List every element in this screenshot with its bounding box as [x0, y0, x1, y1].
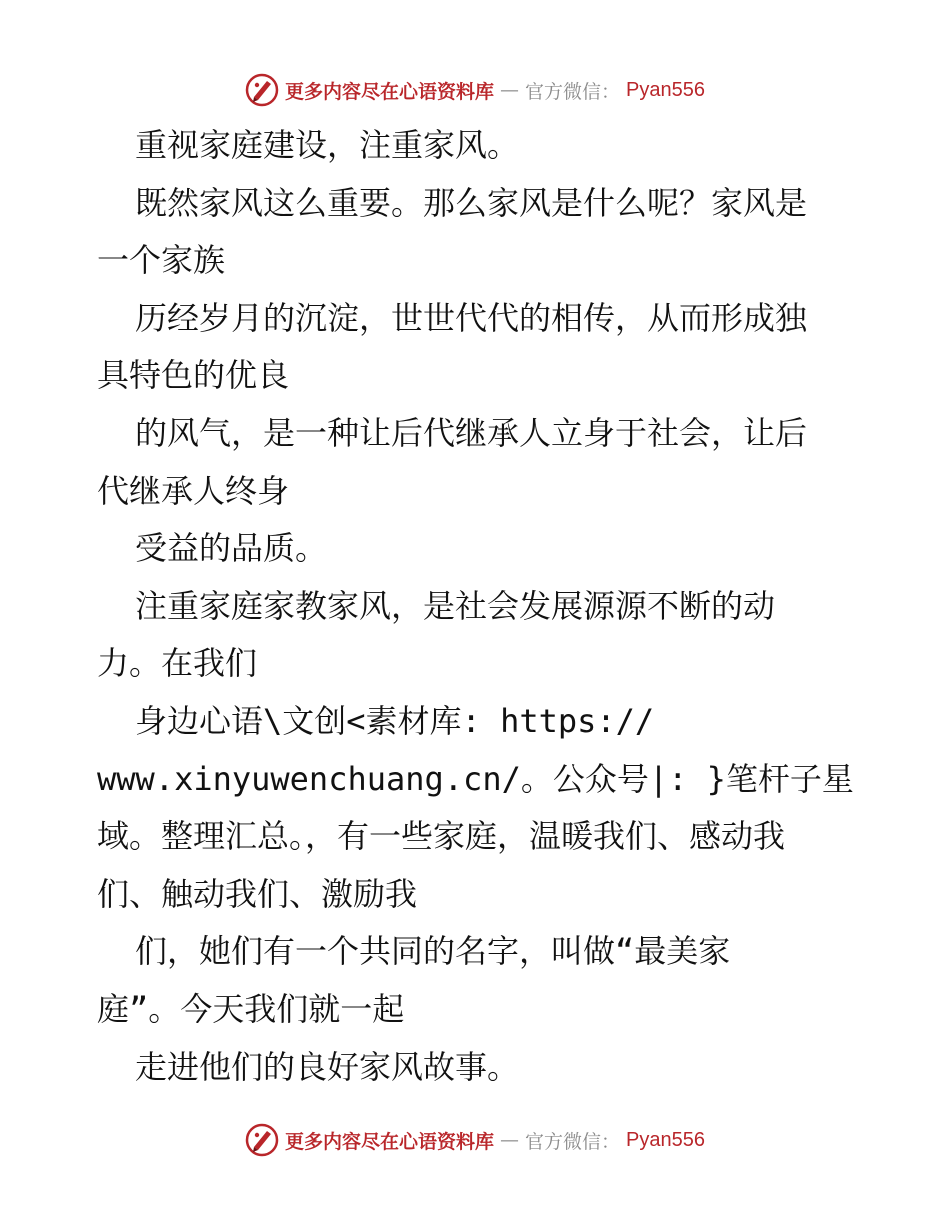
- body-text-line: 一个家族: [97, 241, 226, 280]
- footer-brand-text: 更多内容尽在心语资料库: [285, 1130, 495, 1153]
- body-text-line: 历经岁月的沉淀，世世代代的相传，从而形成独: [135, 298, 808, 337]
- footer-separator: —: [500, 1129, 520, 1151]
- body-text-line: 注重家庭家教家风，是社会发展源源不断的动: [135, 586, 776, 625]
- brand-logo-icon: [245, 73, 279, 107]
- body-text-line: 身边心语\文创<素材库: https://: [135, 701, 655, 740]
- header-banner: [0, 70, 950, 110]
- body-text-line: 受益的品质。: [135, 529, 328, 568]
- body-text-line: 力。在我们: [97, 644, 258, 683]
- footer-banner: [0, 1120, 950, 1160]
- document-body: [97, 117, 857, 1096]
- body-text-line: 的风气，是一种让后代继承人立身于社会，让后: [135, 413, 808, 452]
- body-text-line: 域。整理汇总。，有一些家庭，温暖我们、感动我: [97, 817, 786, 856]
- body-text-line: 代继承人终身: [97, 471, 290, 510]
- header-brand-text: 更多内容尽在心语资料库: [285, 80, 495, 103]
- header-wechat-label: 官方微信：: [525, 80, 621, 103]
- header-wechat-id: Pyan556: [626, 78, 705, 101]
- body-text-line: 们，她们有一个共同的名字，叫做“最美家: [135, 932, 731, 971]
- body-text-line: 既然家风这么重要。那么家风是什么呢？家风是: [135, 183, 808, 222]
- body-text-line: 走进他们的良好家风故事。: [135, 1047, 520, 1086]
- body-text-line: 重视家庭建设，注重家风。: [135, 126, 520, 164]
- footer-wechat-label: 官方微信：: [525, 1130, 621, 1153]
- body-text-line: www.xinyuwenchuang.cn/。公众号|: }笔杆子星: [97, 759, 854, 798]
- brand-logo-icon: [245, 1123, 279, 1157]
- body-text-line: 庭”。今天我们就一起: [97, 989, 405, 1028]
- body-text-line: 们、触动我们、激励我: [97, 874, 418, 913]
- footer-wechat-id: Pyan556: [626, 1128, 705, 1151]
- header-separator: —: [500, 79, 520, 101]
- body-text-line: 具特色的优良: [97, 356, 290, 395]
